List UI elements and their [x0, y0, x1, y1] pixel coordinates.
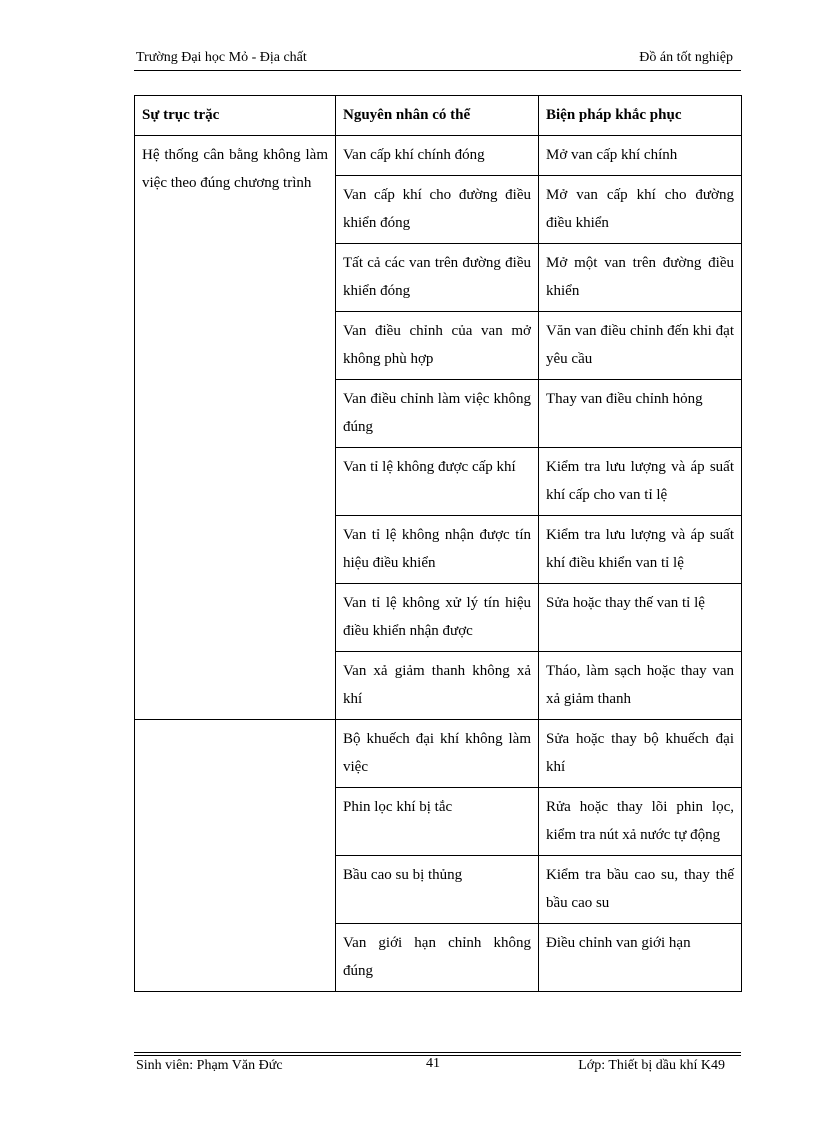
footer-rule	[134, 1052, 741, 1053]
remedy-cell: Mở van cấp khí cho đường điều khiển	[539, 176, 742, 244]
cause-cell: Van tỉ lệ không nhận được tín hiệu điều khiển	[336, 516, 539, 584]
remedy-cell: Văn van điều chỉnh đến khi đạt yêu cầu	[539, 312, 742, 380]
remedy-cell: Kiểm tra lưu lượng và áp suất khí điều khiển van tỉ lệ	[539, 516, 742, 584]
header-cause: Nguyên nhân có thể	[336, 96, 539, 136]
cause-cell: Van điều chỉnh của van mở không phù hợp	[336, 312, 539, 380]
cause-cell: Phin lọc khí bị tắc	[336, 788, 539, 856]
table-header-row	[135, 96, 742, 136]
cause-cell: Van giới hạn chỉnh không đúng	[336, 924, 539, 992]
remedy-cell: Rửa hoặc thay lõi phin lọc, kiểm tra nút xả nước tự động	[539, 788, 742, 856]
troubleshooting-table	[134, 95, 742, 992]
cause-cell: Van cấp khí chính đóng	[336, 136, 539, 176]
footer-student: Sinh viên: Phạm Văn Đức	[136, 1058, 283, 1073]
page-header	[134, 50, 741, 68]
remedy-cell: Tháo, làm sạch hoặc thay van xả giảm thanh	[539, 652, 742, 720]
remedy-cell: Thay van điều chỉnh hỏng	[539, 380, 742, 448]
header-fault: Sự trục trặc	[135, 96, 336, 136]
header-school: Trường Đại học Mỏ - Địa chất	[136, 50, 307, 65]
cause-cell: Tất cả các van trên đường điều khiển đóng	[336, 244, 539, 312]
cause-cell: Bầu cao su bị thủng	[336, 856, 539, 924]
footer-class: Lớp: Thiết bị dầu khí K49	[578, 1058, 725, 1073]
remedy-cell: Kiểm tra lưu lượng và áp suất khí cấp cho van tỉ lệ	[539, 448, 742, 516]
header-doc-type: Đồ án tốt nghiệp	[639, 50, 733, 65]
cause-cell: Van tỉ lệ không được cấp khí	[336, 448, 539, 516]
header-rule	[134, 70, 741, 71]
header-remedy: Biện pháp khắc phục	[539, 96, 742, 136]
remedy-cell: Mở một van trên đường điều khiển	[539, 244, 742, 312]
fault-cell: Hệ thống cân bằng không làm việc theo đúng chương trình	[135, 136, 336, 720]
remedy-cell: Điều chỉnh van giới hạn	[539, 924, 742, 992]
cause-cell: Van xả giảm thanh không xả khí	[336, 652, 539, 720]
page-number: 41	[426, 1056, 440, 1071]
cause-cell: Bộ khuếch đại khí không làm việc	[336, 720, 539, 788]
remedy-cell: Sửa hoặc thay thế van tỉ lệ	[539, 584, 742, 652]
table-row	[135, 136, 742, 176]
remedy-cell: Kiểm tra bầu cao su, thay thế bầu cao su	[539, 856, 742, 924]
remedy-cell: Sửa hoặc thay bộ khuếch đại khí	[539, 720, 742, 788]
page-footer	[134, 1058, 741, 1078]
fault-cell	[135, 720, 336, 992]
cause-cell: Van điều chỉnh làm việc không đúng	[336, 380, 539, 448]
cause-cell: Van cấp khí cho đường điều khiển đóng	[336, 176, 539, 244]
remedy-cell: Mở van cấp khí chính	[539, 136, 742, 176]
table-row	[135, 720, 742, 788]
cause-cell: Van tỉ lệ không xử lý tín hiệu điều khiển nhận được	[336, 584, 539, 652]
